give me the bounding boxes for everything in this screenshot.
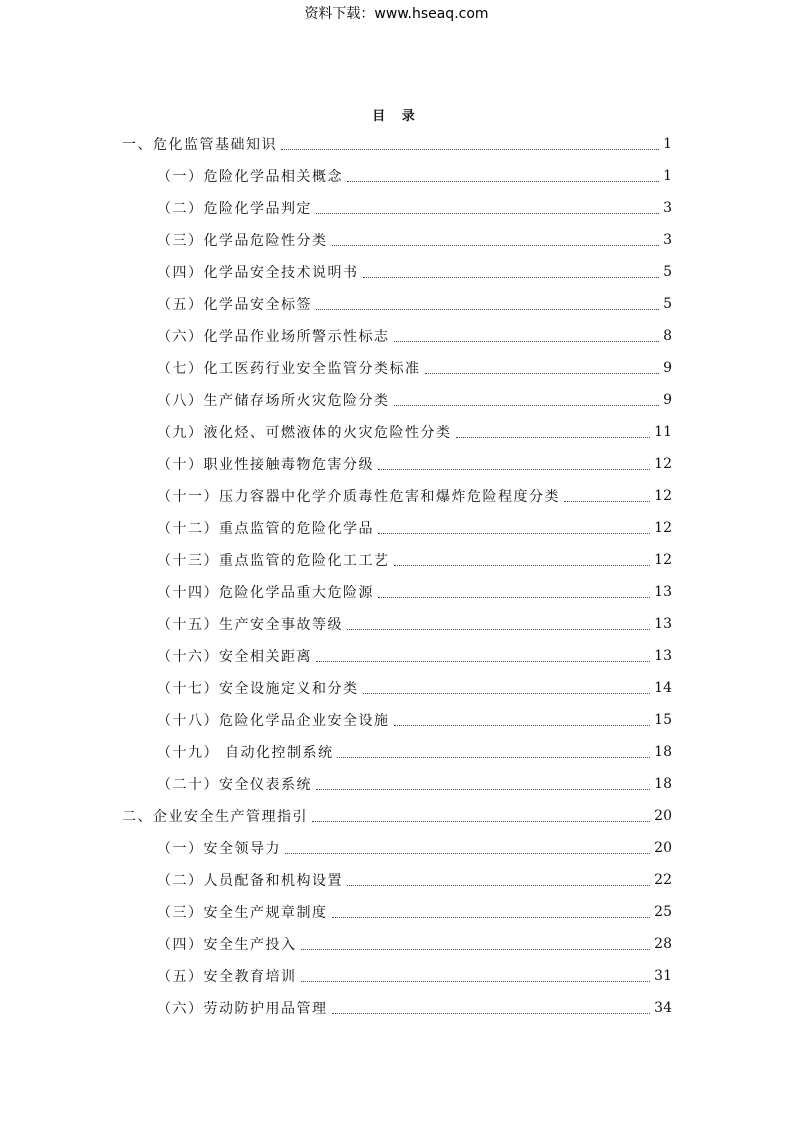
toc-dot-leader: [347, 180, 659, 182]
toc-entry[interactable]: [157, 960, 672, 992]
toc-entry-page-number: 18: [654, 776, 672, 792]
toc-entry[interactable]: [157, 736, 672, 768]
toc-entry[interactable]: [157, 544, 672, 576]
toc-entry-label: （九）液化烃、可燃液体的火灾危险性分类: [157, 425, 452, 441]
toc-dot-leader: [332, 1012, 651, 1014]
toc-dot-leader: [394, 724, 651, 726]
toc-entry[interactable]: [157, 288, 672, 320]
toc-dot-leader: [363, 692, 651, 694]
toc-entry[interactable]: [157, 448, 672, 480]
toc-entry-label: （十五）生产安全事故等级: [157, 617, 343, 633]
toc-entry-page-number: 5: [663, 296, 672, 312]
toc-dot-leader: [456, 436, 651, 438]
toc-dot-leader: [378, 532, 650, 534]
toc-entry-page-number: 1: [663, 168, 672, 184]
toc-entry-page-number: 12: [654, 552, 672, 568]
toc-entry-label: （八）生产储存场所火灾危险分类: [157, 393, 390, 409]
toc-dot-leader: [425, 372, 660, 374]
toc-entry-label: （十三）重点监管的危险化工工艺: [157, 553, 390, 569]
toc-entry-label: （十七）安全设施定义和分类: [157, 681, 359, 697]
toc-entry[interactable]: [157, 896, 672, 928]
toc-entry[interactable]: [157, 320, 672, 352]
toc-entry-label: 二、企业安全生产管理指引: [122, 809, 308, 825]
toc-entry-label: （十四）危险化学品重大危险源: [157, 585, 374, 601]
toc-entry-page-number: 14: [654, 680, 672, 696]
toc-entry[interactable]: [157, 608, 672, 640]
toc-entry-label: （七）化工医药行业安全监管分类标准: [157, 361, 421, 377]
toc-dot-leader: [301, 980, 651, 982]
toc-dot-leader: [363, 276, 660, 278]
toc-entry[interactable]: [157, 480, 672, 512]
toc-entry-label: （十八）危险化学品企业安全设施: [157, 713, 390, 729]
toc-entry-label: （一）危险化学品相关概念: [157, 169, 343, 185]
toc-entry-page-number: 20: [654, 808, 672, 824]
toc-entry-page-number: 3: [663, 232, 672, 248]
toc-dot-leader: [316, 660, 650, 662]
toc-entry-label: （六）化学品作业场所警示性标志: [157, 329, 390, 345]
toc-dot-leader: [337, 756, 650, 758]
toc-dot-leader: [316, 788, 650, 790]
toc-entry[interactable]: [157, 704, 672, 736]
toc-entry-label: （十六）安全相关距离: [157, 649, 312, 665]
toc-entry-label: （十九） 自动化控制系统: [157, 745, 334, 761]
toc-dot-leader: [394, 404, 660, 406]
toc-entry-page-number: 9: [663, 392, 672, 408]
toc-dot-leader: [285, 852, 650, 854]
toc-dot-leader: [564, 500, 650, 502]
toc-entry[interactable]: [157, 512, 672, 544]
toc-dot-leader: [332, 244, 660, 246]
toc-entry-page-number: 12: [654, 488, 672, 504]
toc-entry-page-number: 15: [654, 712, 672, 728]
toc-dot-leader: [332, 916, 651, 918]
toc-entry[interactable]: [157, 352, 672, 384]
toc-entry-page-number: 5: [663, 264, 672, 280]
toc-entry-label: （三）安全生产规章制度: [157, 905, 328, 921]
toc-entry[interactable]: [157, 384, 672, 416]
toc-entry-page-number: 25: [654, 904, 672, 920]
download-source-header: 资料下载：www.hseaq.com: [304, 6, 489, 22]
toc-dot-leader: [281, 148, 659, 150]
toc-entry-label: （十一）压力容器中化学介质毒性危害和爆炸危险程度分类: [157, 489, 560, 505]
toc-entry[interactable]: [122, 128, 672, 160]
toc-entry[interactable]: [157, 832, 672, 864]
toc-entry-label: （一）安全领导力: [157, 841, 281, 857]
toc-entry[interactable]: [157, 864, 672, 896]
toc-entry[interactable]: [157, 640, 672, 672]
toc-entry[interactable]: [157, 768, 672, 800]
toc-entry-page-number: 12: [654, 520, 672, 536]
toc-dot-leader: [394, 340, 660, 342]
toc-dot-leader: [301, 948, 651, 950]
toc-title: 目 录: [372, 109, 421, 124]
toc-entry[interactable]: [157, 992, 672, 1024]
toc-entry-label: （十二）重点监管的危险化学品: [157, 521, 374, 537]
toc-entry[interactable]: [157, 576, 672, 608]
toc-entry-page-number: 13: [654, 648, 672, 664]
toc-entry-page-number: 3: [663, 200, 672, 216]
toc-entry-page-number: 34: [654, 1000, 672, 1016]
toc-entry[interactable]: [157, 416, 672, 448]
toc-entry-page-number: 13: [654, 616, 672, 632]
toc-entry-page-number: 12: [654, 456, 672, 472]
toc-entry-label: （五）化学品安全标签: [157, 297, 312, 313]
toc-entry-page-number: 1: [663, 136, 672, 152]
toc-entry[interactable]: [157, 928, 672, 960]
toc-entry-page-number: 13: [654, 584, 672, 600]
toc-entry-page-number: 18: [654, 744, 672, 760]
toc-entry-label: （四）安全生产投入: [157, 937, 297, 953]
toc-entry[interactable]: [157, 192, 672, 224]
toc-entry-label: （十）职业性接触毒物危害分级: [157, 457, 374, 473]
toc-dot-leader: [312, 820, 650, 822]
toc-dot-leader: [378, 468, 650, 470]
toc-entry[interactable]: [157, 256, 672, 288]
toc-entry-label: （六）劳动防护用品管理: [157, 1001, 328, 1017]
toc-entry-page-number: 22: [654, 872, 672, 888]
toc-dot-leader: [316, 212, 659, 214]
toc-dot-leader: [347, 628, 650, 630]
toc-entry-label: （二十）安全仪表系统: [157, 777, 312, 793]
toc-entry-page-number: 31: [654, 968, 672, 984]
toc-dot-leader: [378, 596, 650, 598]
toc-entry-page-number: 20: [654, 840, 672, 856]
toc-entry[interactable]: [157, 160, 672, 192]
toc-entry-label: （五）安全教育培训: [157, 969, 297, 985]
toc-entry-label: （四）化学品安全技术说明书: [157, 265, 359, 281]
toc-entry[interactable]: [157, 672, 672, 704]
toc-entry[interactable]: [122, 800, 672, 832]
toc-entry-page-number: 8: [663, 328, 672, 344]
toc-entry-page-number: 11: [654, 424, 672, 440]
toc-entry-label: （二）人员配备和机构设置: [157, 873, 343, 889]
toc-dot-leader: [316, 308, 659, 310]
toc-entry[interactable]: [157, 224, 672, 256]
toc-dot-leader: [347, 884, 650, 886]
toc-dot-leader: [394, 564, 651, 566]
toc-entry-label: （三）化学品危险性分类: [157, 233, 328, 249]
toc-entry-page-number: 9: [663, 360, 672, 376]
toc-entry-label: （二）危险化学品判定: [157, 201, 312, 217]
toc-entry-label: 一、危化监管基础知识: [122, 137, 277, 153]
toc-entry-page-number: 28: [654, 936, 672, 952]
